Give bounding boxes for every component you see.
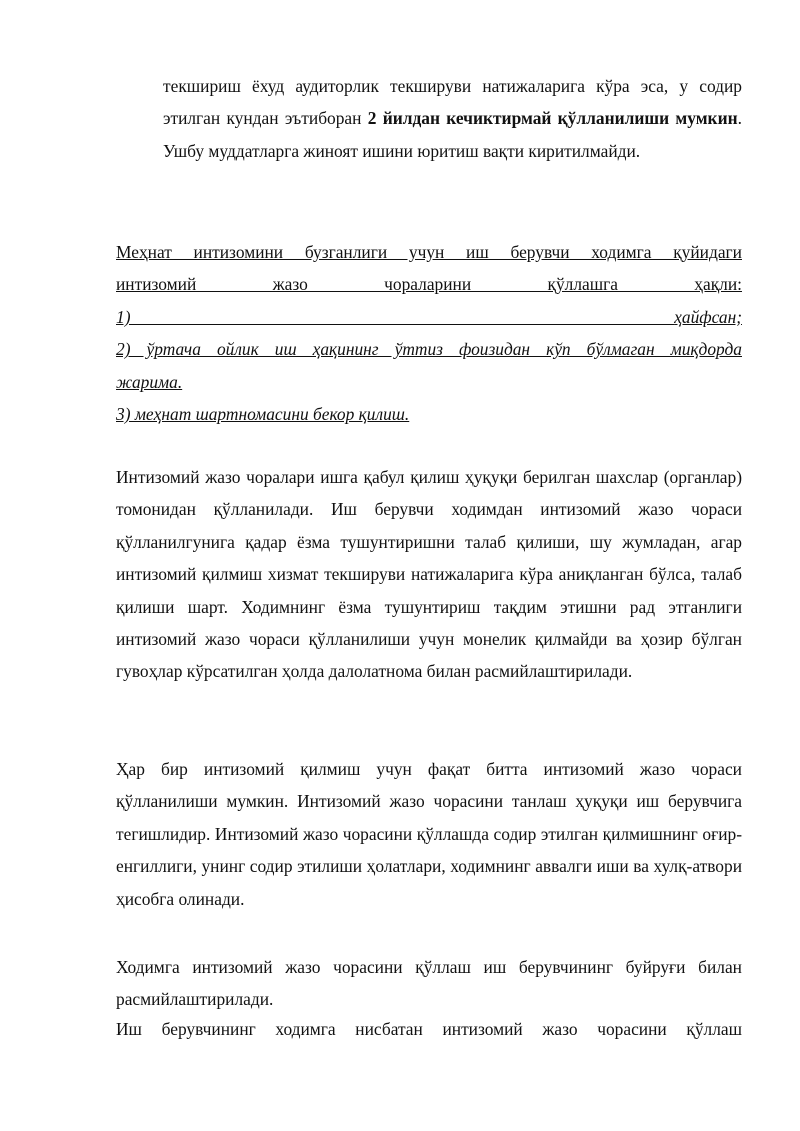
paragraph-single-penalty: Ҳар бир интизомий қилмиш учун фақат битта интизомий жазо чораси қўлланилиши мумкин. Интизомий жазо чорасини танлаш ҳуқуқи иш берувчига тегишлидир. Интизомий жазо чорасини қўллашда содир этилган қилмишнинг оғир-енгиллиги, унинг содир этилиши ҳолатлари, ходимнинг аввалги иши ва хулқ-атвори ҳисобга олинади. bbox=[116, 759, 742, 909]
paragraph-continued: Иш берувчининг ходимга нисбатан интизомий жазо чорасини қўллаш bbox=[116, 1019, 742, 1039]
paragraph-deadline bbox=[163, 70, 742, 167]
penalty-list bbox=[116, 236, 742, 430]
list-intro: Меҳнат интизомини бузганлиги учун иш берувчи ходимга қуйидаги bbox=[116, 242, 742, 262]
bold-emphasis: 2 йилдан кечиктирмай қўлланилиши мумкин bbox=[367, 108, 738, 129]
paragraph-text: текшириш ёхуд аудиторлик текшируви натижаларига кўра эса, у содир этилган кундан эътиборан bbox=[163, 76, 742, 129]
list-item-2-cont: жарима. bbox=[116, 371, 183, 392]
list-item-2: 2) ўртача ойлик иш ҳақининг ўттиз фоизидан кўп бўлмаган миқдорда bbox=[116, 339, 742, 360]
paragraph-application: Интизомий жазо чоралари ишга қабул қилиш ҳуқуқи берилган шахслар (органлар) томонидан қўлланилади. Иш берувчи ходимдан интизомий жазо чораси қўлланилгунига қадар ёзма тушунтиришни талаб қилиши, шу жумладан, агар интизомий қилмиш хизмат текшируви натижаларига кўра аниқланган бўлса, талаб қилиши шарт. Ходимнинг ёзма тушунтириш тақдим этишни рад этганлиги интизомий жазо чораси қўлланилиши учун монелик қилмайди ва ҳозир бўлган гувоҳлар кўрсатилган ҳолда далолатнома билан расмийлаштирилади. bbox=[116, 467, 742, 682]
paragraph-text: . Ушбу муддатларга жиноят ишини юритиш вақти киритилмайди. bbox=[163, 108, 742, 161]
list-intro-cont: интизомий жазо чораларини қўллашга ҳақли: bbox=[116, 274, 742, 295]
list-item-1: 1) ҳайфсан; bbox=[116, 306, 742, 327]
list-item-3: 3) меҳнат шартномасини бекор қилиш. bbox=[116, 404, 410, 425]
paragraph-order: Ходимга интизомий жазо чорасини қўллаш иш берувчининг буйруғи билан расмийлаштирилади. bbox=[116, 957, 742, 1010]
